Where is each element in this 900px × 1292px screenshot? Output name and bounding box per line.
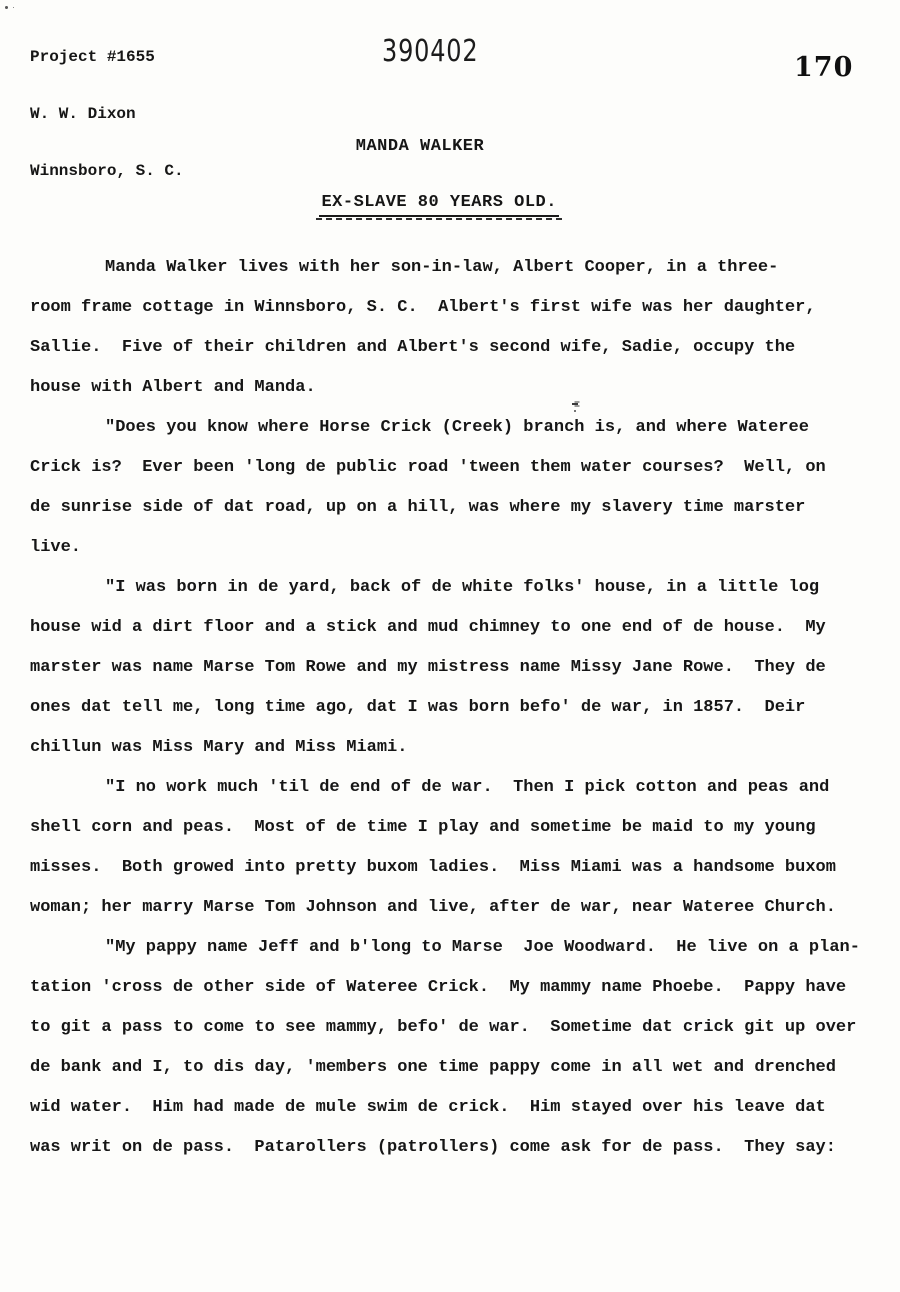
text-line: shell corn and peas. Most of de time I play and sometime be maid to my young	[30, 818, 816, 837]
paragraph	[30, 768, 878, 928]
text-line: was writ on de pass. Patarollers (patrollers) come ask for de pass. They say:	[30, 1138, 836, 1157]
text-line: Manda Walker lives with her son-in-law, Albert Cooper, in a three-	[105, 258, 779, 277]
text-line: de sunrise side of dat road, up on a hill, was where my slavery time marster	[30, 498, 806, 517]
stamp-number: 390402	[382, 34, 479, 69]
header-project-line: Project #1655	[30, 48, 155, 66]
text-line: "I was born in de yard, back of de white folks' house, in a little log	[105, 578, 820, 597]
text-line: ones dat tell me, long time ago, dat I was born befo' de war, in 1857. Deir	[30, 698, 806, 717]
paragraph	[30, 408, 878, 568]
text-line: marster was name Marse Tom Rowe and my mistress name Missy Jane Rowe. They de	[30, 658, 826, 677]
paragraph	[30, 568, 878, 768]
document-subtitle: EX-SLAVE 80 YEARS OLD.	[319, 193, 558, 217]
header-author-line: W. W. Dixon	[30, 105, 136, 123]
text-line: "My pappy name Jeff and b'long to Marse Joe Woodward. He live on a plan-	[105, 938, 860, 957]
text-line: room frame cottage in Winnsboro, S. C. Albert's first wife was her daughter,	[30, 298, 816, 317]
text-line: live.	[30, 538, 82, 557]
text-line: woman; her marry Marse Tom Johnson and live, after de war, near Wateree Church.	[30, 898, 836, 917]
text-line: Crick is? Ever been 'long de public road 'tween them water courses? Well, on	[30, 458, 826, 477]
text-line: chillun was Miss Mary and Miss Miami.	[30, 738, 408, 757]
text-line: tation 'cross de other side of Wateree Crick. My mammy name Phoebe. Pappy have	[30, 978, 847, 997]
text-line: wid water. Him had made de mule swim de crick. Him stayed over his leave dat	[30, 1098, 826, 1117]
paragraph	[30, 928, 878, 1168]
document-subtitle-row	[0, 175, 840, 235]
text-line: "I no work much 'til de end of de war. Then I pick cotton and peas and	[105, 778, 830, 797]
text-line: Sallie. Five of their children and Albert's second wife, Sadie, occupy the	[30, 338, 796, 357]
scan-speck	[5, 6, 8, 9]
document-body	[30, 248, 878, 1168]
text-line: de bank and I, to dis day, 'members one time pappy come in all wet and drenched	[30, 1058, 836, 1077]
document-title: MANDA WALKER	[355, 137, 485, 156]
text-line: house wid a dirt floor and a stick and mud chimney to one end of de house. My	[30, 618, 826, 637]
page-number: 170	[794, 52, 854, 83]
text-line: misses. Both growed into pretty buxom ladies. Miss Miami was a handsome buxom	[30, 858, 836, 877]
text-line: house with Albert and Manda.	[30, 378, 316, 397]
paragraph	[30, 248, 878, 408]
text-line: to git a pass to come to see mammy, befo' de war. Sometime dat crick git up over	[30, 1018, 857, 1037]
text-line: "Does you know where Horse Crick (Creek) branch is, and where Wateree	[105, 418, 809, 437]
header-location-line: Winnsboro, S. C.	[30, 162, 184, 180]
